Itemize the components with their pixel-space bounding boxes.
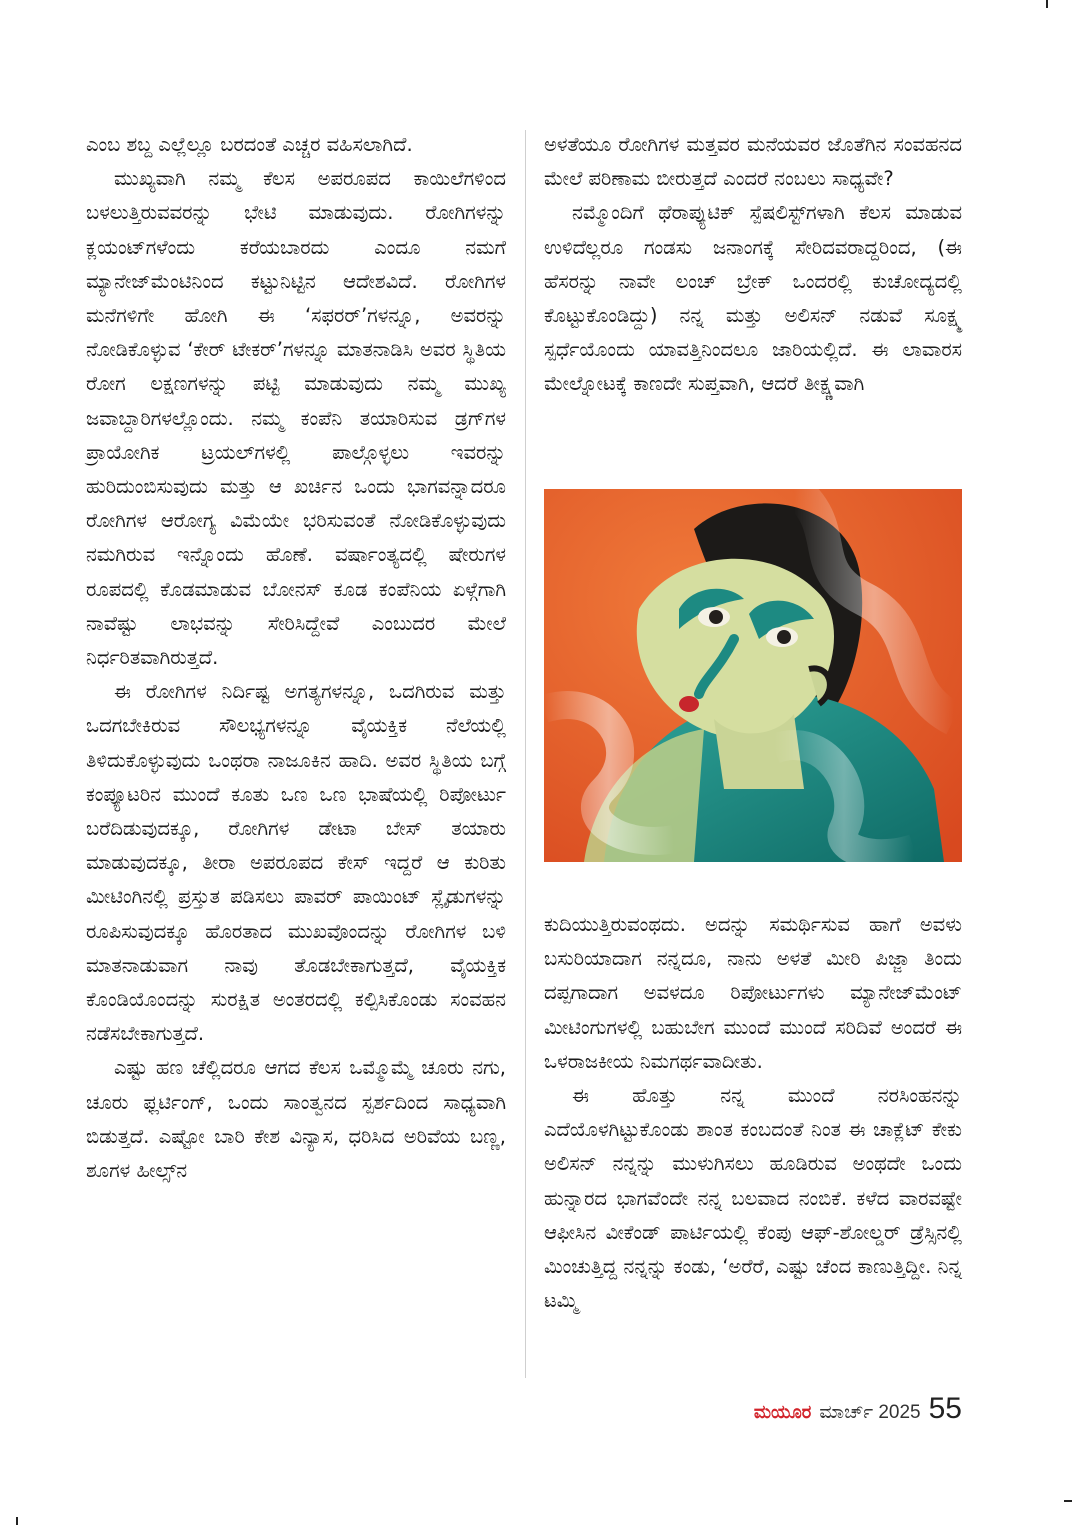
paragraph: ಈ ಹೊತ್ತು ನನ್ನ ಮುಂದೆ ನರಸಿಂಹನನ್ನು ಎದೆಯೊಳಗಿಟ್ಟುಕೊಂಡು ಶಾಂತ ಕಂಬದಂತೆ ನಿಂತ ಈ ಚಾಕ್ಲೆಟ್ ಕೇಕು ಅಲಿಸನ್ ನನ್ನನ್ನು ಮುಳುಗಿಸಲು ಹೂಡಿರುವ ಅಂಥದೇ ಒಂದು ಹುನ್ನಾರದ ಭಾಗವೆಂದೇ ನನ್ನ ಬಲವಾದ ನಂಬಿಕೆ. ಕಳೆದ ವಾರವಷ್ಟೇ ಆಫೀಸಿನ ವೀಕೆಂಡ್ ಪಾರ್ಟಿಯಲ್ಲಿ ಕೆಂಪು ಆಫ್-ಶೋಲ್ಡರ್ ಡ್ರೆಸ್ಸಿನಲ್ಲಿ ಮಿಂಚುತ್ತಿದ್ದ ನನ್ನನ್ನು ಕಂಡು, ‘ಅರೆರೆ, ಎಷ್ಟು ಚೆಂದ ಕಾಣುತ್ತಿದ್ದೀ. ನಿನ್ನ ಟಮ್ಮಿ — [544, 1084, 962, 1313]
right-column-bottom — [544, 908, 962, 1318]
column-divider — [525, 130, 526, 1378]
crop-mark-right-edge — [1064, 1500, 1072, 1502]
page-number: 55 — [928, 1392, 962, 1425]
paragraph: ಎಂಬ ಶಬ್ದ ಎಲ್ಲೆಲ್ಲೂ ಬರದಂತೆ ಎಚ್ಚರ ವಹಿಸಲಾಗಿದೆ. — [86, 133, 413, 156]
page-footer — [754, 1392, 962, 1426]
issue-date: ಮಾರ್ಚ್ 2025 — [819, 1402, 921, 1423]
paragraph: ಈ ರೋಗಿಗಳ ನಿರ್ದಿಷ್ಟ ಅಗತ್ಯಗಳನ್ನೂ, ಒದಗಿರುವ ಮತ್ತು ಒದಗಬೇಕಿರುವ ಸೌಲಭ್ಯಗಳನ್ನೂ ವೈಯಕ್ತಿಕ ನೆಲೆಯಲ್ಲಿ ತಿಳಿದುಕೊಳ್ಳುವುದು ಒಂಥರಾ ನಾಜೂಕಿನ ಹಾದಿ. ಅವರ ಸ್ಥಿತಿಯ ಬಗ್ಗೆ ಕಂಪ್ಯೂಟರಿನ ಮುಂದೆ ಕೂತು ಒಣ ಒಣ ಭಾಷೆಯಲ್ಲಿ ರಿಪೋರ್ಟು ಬರೆದಿಡುವುದಕ್ಕೂ, ರೋಗಿಗಳ ಡೇಟಾ ಬೇಸ್ ತಯಾರು ಮಾಡುವುದಕ್ಕೂ, ತೀರಾ ಅಪರೂಪದ ಕೇಸ್ ಇದ್ದರೆ ಆ ಕುರಿತು ಮೀಟಿಂಗಿನಲ್ಲಿ ಪ್ರಸ್ತುತ ಪಡಿಸಲು ಪಾವರ್ ಪಾಯಿಂಟ್ ಸ್ಲೈಡುಗಳನ್ನು ರೂಪಿಸುವುದಕ್ಕೂ ಹೊರತಾದ ಮುಖವೊಂದನ್ನು ರೋಗಿಗಳ ಬಳಿ ಮಾತನಾಡುವಾಗ ನಾವು ತೊಡಬೇಕಾಗುತ್ತದೆ, ವೈಯಕ್ತಿಕ ಕೊಂಡಿಯೊಂದನ್ನು ಸುರಕ್ಷಿತ ಅಂತರದಲ್ಲಿ ಕಲ್ಪಿಸಿಕೊಂಡು ಸಂವಹನ ನಡೆಸಬೇಕಾಗುತ್ತದೆ. — [86, 680, 506, 1046]
paragraph: ನಮ್ಮೊಂದಿಗೆ ಥೆರಾಪ್ಯುಟಿಕ್ ಸ್ಪೆಷಲಿಸ್ಟ್‌ಗಳಾಗಿ ಕೆಲಸ ಮಾಡುವ ಉಳಿದೆಲ್ಲರೂ ಗಂಡಸು ಜನಾಂಗಕ್ಕೆ ಸೇರಿದವರಾದ್ದರಿಂದ, (ಈ ಹೆಸರನ್ನು ನಾವೇ ಲಂಚ್ ಬ್ರೇಕ್ ಒಂದರಲ್ಲಿ ಕುಚೋದ್ಯದಲ್ಲಿ ಕೊಟ್ಟುಕೊಂಡಿದ್ದು) ನನ್ನ ಮತ್ತು ಅಲಿಸನ್ ನಡುವೆ ಸೂಕ್ಷ್ಮ ಸ್ಪರ್ಧೆಯೊಂದು ಯಾವತ್ತಿನಿಂದಲೂ ಜಾರಿಯಲ್ಲಿದೆ. ಈ ಲಾವಾರಸ ಮೇಲ್ನೋಟಕ್ಕೆ ಕಾಣದೇ ಸುಪ್ತವಾಗಿ, ಆದರೆ ತೀಕ್ಷ್ಣವಾಗಿ — [544, 201, 962, 396]
magazine-logo: ಮಯೂರ — [753, 1402, 812, 1423]
story-illustration — [544, 489, 962, 862]
paragraph: ಎಷ್ಟು ಹಣ ಚೆಲ್ಲಿದರೂ ಆಗದ ಕೆಲಸ ಒಮ್ಮೊಮ್ಮೆ ಚೂರು ನಗು, ಚೂರು ಫ್ಲರ್ಟಿಂಗ್, ಒಂದು ಸಾಂತ್ವನದ ಸ್ಪರ್ಶದಿಂದ ಸಾಧ್ಯವಾಗಿ ಬಿಡುತ್ತದೆ. ಎಷ್ಟೋ ಬಾರಿ ಕೇಶ ವಿನ್ಯಾಸ, ಧರಿಸಿದ ಅರಿವೆಯ ಬಣ್ಣ, ಶೂಗಳ ಹೀಲ್ಸ್‌ನ — [86, 1056, 506, 1183]
left-column — [86, 128, 506, 1188]
right-column-top — [544, 128, 962, 402]
paragraph: ಅಳತೆಯೂ ರೋಗಿಗಳ ಮತ್ತವರ ಮನೆಯವರ ಜೊತೆಗಿನ ಸಂವಹನದ ಮೇಲೆ ಪರಿಣಾಮ ಬೀರುತ್ತದೆ ಎಂದರೆ ನಂಬಲು ಸಾಧ್ಯವೇ? — [544, 133, 962, 191]
crop-mark-top-right — [1046, 0, 1048, 8]
paragraph: ಮುಖ್ಯವಾಗಿ ನಮ್ಮ ಕೆಲಸ ಅಪರೂಪದ ಕಾಯಿಲೆಗಳಿಂದ ಬಳಲುತ್ತಿರುವವರನ್ನು ಭೇಟಿ ಮಾಡುವುದು. ರೋಗಿಗಳನ್ನು ಕ್ಲಯಂಟ್‌ಗಳೆಂದು ಕರೆಯಬಾರದು ಎಂದೂ ನಮಗೆ ಮ್ಯಾನೇಜ್‌ಮೆಂಟಿನಿಂದ ಕಟ್ಟುನಿಟ್ಟಿನ ಆದೇಶವಿದೆ. ರೋಗಿಗಳ ಮನೆಗಳಿಗೇ ಹೋಗಿ ಈ ‘ಸಫರರ್’ಗಳನ್ನೂ, ಅವರನ್ನು ನೋಡಿಕೊಳ್ಳುವ ‘ಕೇರ್ ಟೇಕರ್’ಗಳನ್ನೂ ಮಾತನಾಡಿಸಿ ಅವರ ಸ್ಥಿತಿಯ ರೋಗ ಲಕ್ಷಣಗಳನ್ನು ಪಟ್ಟಿ ಮಾಡುವುದು ನಮ್ಮ ಮುಖ್ಯ ಜವಾಬ್ದಾರಿಗಳಲ್ಲೊಂದು. ನಮ್ಮ ಕಂಪೆನಿ ತಯಾರಿಸುವ ಡ್ರಗ್‌ಗಳ ಪ್ರಾಯೋಗಿಕ ಟ್ರಯಲ್‌ಗಳಲ್ಲಿ ಪಾಲ್ಗೊಳ್ಳಲು ಇವರನ್ನು ಹುರಿದುಂಬಿಸುವುದು ಮತ್ತು ಆ ಖರ್ಚಿನ ಒಂದು ಭಾಗವನ್ನಾದರೂ ರೋಗಿಗಳ ಆರೋಗ್ಯ ವಿಮೆಯೇ ಭರಿಸುವಂತೆ ನೋಡಿಕೊಳ್ಳುವುದು ನಮಗಿರುವ ಇನ್ನೊಂದು ಹೊಣೆ. ವರ್ಷಾಂತ್ಯದಲ್ಲಿ ಷೇರುಗಳ ರೂಪದಲ್ಲಿ ಕೊಡಮಾಡುವ ಬೋನಸ್ ಕೂಡ ಕಂಪೆನಿಯ ಏಳ್ಗೆಗಾಗಿ ನಾವೆಷ್ಟು ಲಾಭವನ್ನು ಸೇರಿಸಿದ್ದೇವೆ ಎಂಬುದರ ಮೇಲೆ ನಿರ್ಧರಿತವಾಗಿರುತ್ತದೆ. — [86, 167, 506, 670]
paragraph: ಕುದಿಯುತ್ತಿರುವಂಥದು. ಅದನ್ನು ಸಮರ್ಥಿಸುವ ಹಾಗೆ ಅವಳು ಬಸುರಿಯಾದಾಗ ನನ್ನದೂ, ನಾನು ಅಳತೆ ಮೀರಿ ಪಿಜ್ಜಾ ತಿಂದು ದಪ್ಪಗಾದಾಗ ಅವಳದೂ ರಿಪೋರ್ಟುಗಳು ಮ್ಯಾನೇಜ್‌ಮೆಂಟ್ ಮೀಟಿಂಗುಗಳಲ್ಲಿ ಬಹುಬೇಗ ಮುಂದೆ ಮುಂದೆ ಸರಿದಿವೆ ಅಂದರೆ ಈ ಒಳರಾಜಕೀಯ ನಿಮಗರ್ಥವಾದೀತು. — [544, 913, 962, 1073]
crop-mark-bottom-left — [16, 1517, 18, 1525]
